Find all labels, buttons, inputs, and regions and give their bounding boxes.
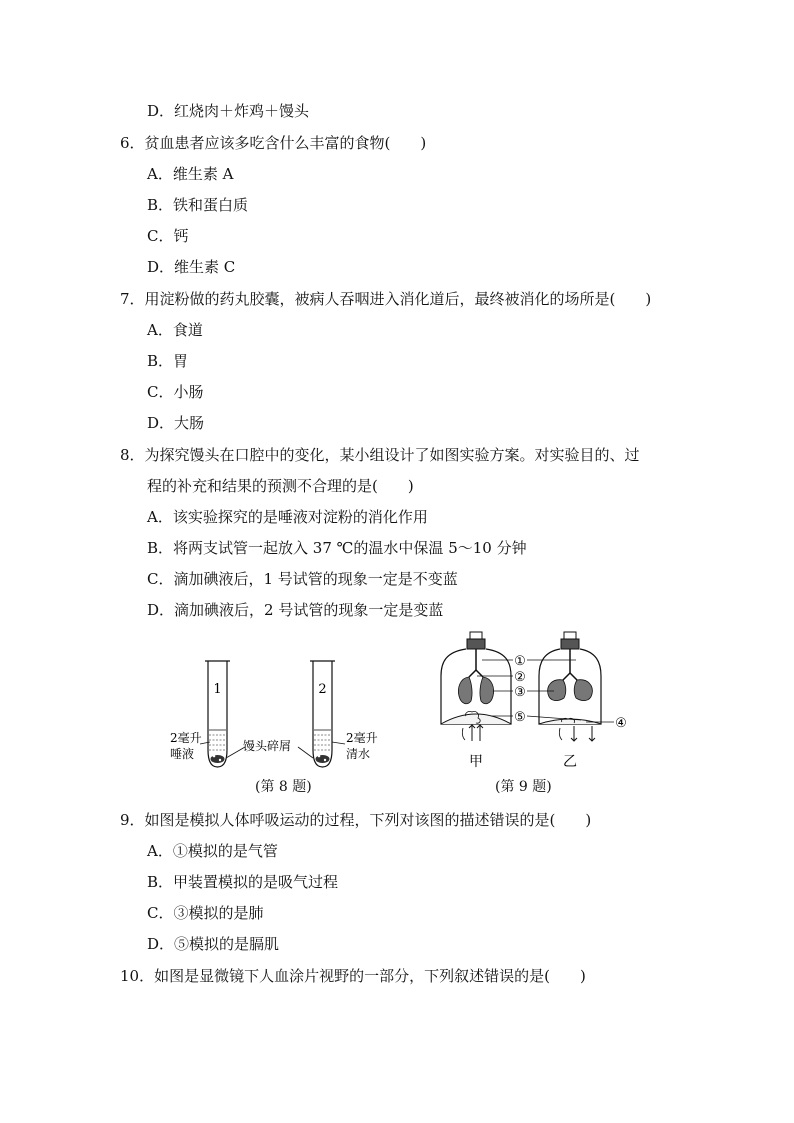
q8-option-d: D．滴加碘液后，2 号试管的现象一定是变蓝 — [147, 601, 444, 619]
q6-option-c: C．钙 — [147, 227, 189, 245]
marker-3: ③ — [514, 685, 526, 700]
q7-option-b: B．胃 — [147, 352, 189, 370]
bell-jar-yi — [539, 632, 601, 741]
q7-option-c: C．小肠 — [147, 383, 204, 401]
q9-option-d: D．⑤模拟的是膈肌 — [147, 935, 280, 953]
q6-stem: 6．贫血患者应该多吃含什么丰富的食物( ) — [120, 134, 427, 152]
q9-option-a: A．①模拟的是气管 — [147, 842, 278, 860]
q8-option-b: B．将两支试管一起放入 37 ℃的温水中保温 5～10 分钟 — [147, 539, 527, 557]
q6-option-a: A．维生素 A — [147, 165, 234, 183]
marker-4: ④ — [615, 716, 627, 731]
figure-9-caption: (第 9 题) — [495, 779, 552, 795]
tube1-number: 1 — [213, 682, 222, 697]
q6-option-b: B．铁和蛋白质 — [147, 196, 249, 214]
bell-jar-jia — [441, 632, 511, 741]
q9-stem: 9．如图是模拟人体呼吸运动的过程，下列对该图的描述错误的是( ) — [120, 811, 592, 829]
q9-option-b: B．甲装置模拟的是吸气过程 — [147, 873, 339, 891]
test-tube-2 — [310, 661, 335, 767]
label-yi: 乙 — [563, 754, 577, 770]
q10-stem: 10．如图是显微镜下人血涂片视野的一部分，下列叙述错误的是( ) — [120, 967, 586, 985]
label-water-amount: 2毫升 — [346, 731, 378, 745]
q5-option-d: D．红烧肉＋炸鸡＋馒头 — [147, 102, 310, 120]
marker-1: ① — [514, 654, 526, 669]
q8-stem-line2: 程的补充和结果的预测不合理的是( ) — [147, 477, 414, 495]
q7-stem: 7．用淀粉做的药丸胶囊，被病人吞咽进入消化道后，最终被消化的场所是( ) — [120, 290, 652, 308]
label-jia: 甲 — [469, 754, 483, 770]
tube2-number: 2 — [318, 682, 327, 697]
figure-8-caption: (第 8 题) — [255, 779, 312, 795]
test-tube-1 — [205, 661, 230, 767]
label-saliva: 唾液 — [170, 747, 195, 761]
figure-8-test-tubes — [160, 655, 400, 775]
q9-option-c: C．③模拟的是肺 — [147, 904, 264, 922]
marker-5: ⑤ — [514, 710, 526, 725]
label-steamed-bun-crumbs: 馒头碎屑 — [243, 739, 292, 753]
figure-9-breathing-model — [436, 628, 646, 773]
marker-2: ② — [514, 670, 526, 685]
label-water: 清水 — [346, 747, 371, 761]
q8-stem-line1: 8．为探究馒头在口腔中的变化，某小组设计了如图实验方案。对实验目的、过 — [120, 446, 640, 464]
q6-option-d: D．维生素 C — [147, 258, 236, 276]
q8-option-a: A．该实验探究的是唾液对淀粉的消化作用 — [147, 508, 428, 526]
q7-option-a: A．食道 — [147, 321, 203, 339]
q8-option-c: C．滴加碘液后，1 号试管的现象一定是不变蓝 — [147, 570, 458, 588]
q7-option-d: D．大肠 — [147, 414, 205, 432]
label-saliva-amount: 2毫升 — [170, 731, 202, 745]
